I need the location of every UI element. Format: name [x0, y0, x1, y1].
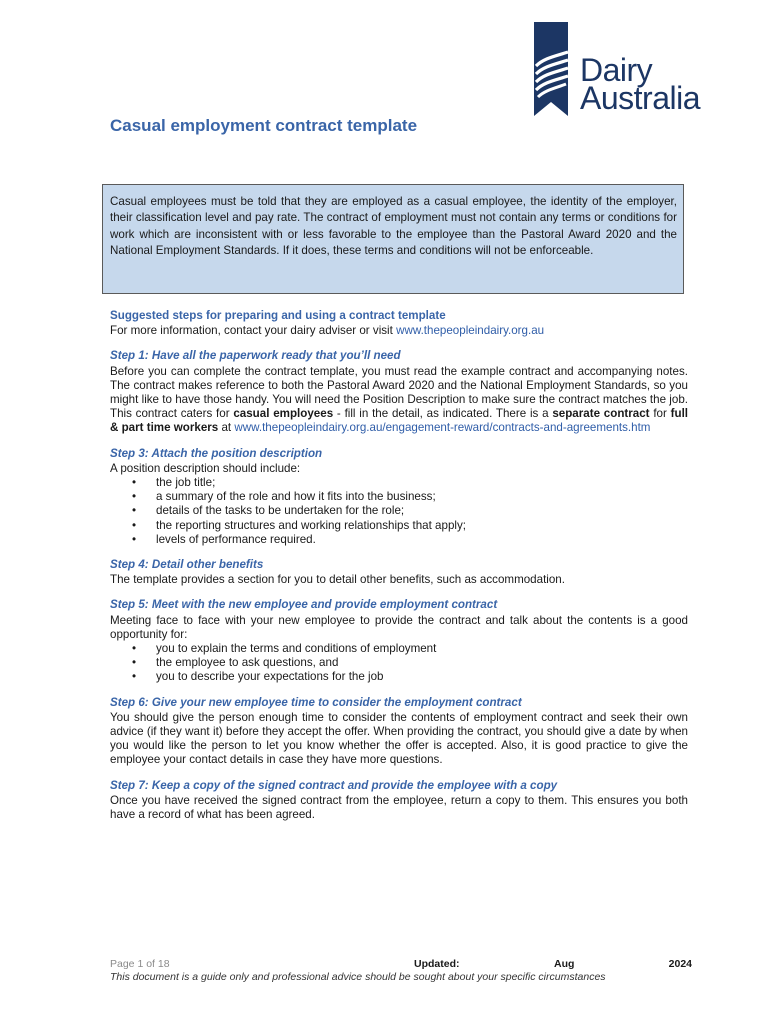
disclaimer: This document is a guide only and professional advice should be sought about your specific circumstances — [110, 971, 606, 983]
list-item: • the employee to ask questions, and — [156, 656, 688, 670]
list-item: • you to describe your expectations for the job — [156, 670, 688, 684]
intro-link[interactable]: www.thepeopleindairy.org.au — [396, 324, 545, 338]
step7-text: Once you have received the signed contract from the employee, return a copy to them. This ensures you both have a record of what has been agreed. — [110, 793, 688, 822]
step6-text: You should give the person enough time to consider the contents of employment contract and seek their own advice (if they want it) before they accept the offer. When providing the contract, you should give a date by when you would like the person to let you know whether the offer is accepted. Also, it is good practice to give the employee your contact details in case they have more questions. — [110, 710, 688, 767]
step1-heading: Step 1: Have all the paperwork ready that you’ll need — [110, 349, 401, 363]
dairy-australia-logo — [530, 22, 730, 122]
step5-list — [110, 642, 688, 685]
notice-box: Casual employees must be told that they are employed as a casual employee, the identity of the employer, their classification level and pay rate. The contract of employment must not contain any terms or conditions for work which are inconsistent with or less favorable to the employee than the Pastoral Award 2020 and the National Employment Standards. If it does, these terms and conditions will not be enforceable. — [102, 184, 684, 294]
step3-list — [110, 476, 688, 547]
list-item: • details of the tasks to be undertaken for the role; — [156, 504, 688, 518]
list-item: • levels of performance required. — [156, 533, 688, 547]
updated-label: Updated: — [414, 958, 460, 970]
page-number: Page 1 of 18 — [110, 958, 170, 970]
updated-year: 2024 — [668, 958, 692, 970]
list-item: • the job title; — [156, 476, 688, 490]
step5-heading: Step 5: Meet with the new employee and provide employment contract — [110, 598, 498, 612]
step3-text: A position description should include: — [110, 461, 301, 475]
intro-text: For more information, contact your dairy adviser or visit www.thepeopleindairy.org.au — [110, 324, 545, 338]
list-item: • the reporting structures and working relationships that apply; — [156, 519, 688, 533]
logo-text — [580, 52, 700, 116]
contracts-link[interactable]: www.thepeopleindairy.org.au/engagement-reward/contracts-and-agreements.htm — [234, 421, 651, 435]
step1-text: Before you can complete the contract template, you must read the example contract and accompanying notes. The contract makes reference to both the Pastoral Award 2020 and the National Employment Standards, so you might like to have those handy. You will need the Position Description to make sure the contract matches the job. This contract caters for casual employees - fill in the detail, as indicated. There is a separate contract for full & part time workers at www.thepeopleindairy.org.au/engagement-reward/contracts-and-agreements.htm — [110, 364, 689, 435]
step4-heading: Step 4: Detail other benefits — [110, 558, 264, 572]
logo-line-2: Australia — [580, 80, 700, 116]
step5-text: Meeting face to face with your new employee to provide the contract and talk about the contents is a good opportunity for: — [110, 613, 688, 641]
page-title: Casual employment contract template — [110, 116, 418, 135]
logo-line-1: Dairy — [580, 52, 653, 88]
step6-heading: Step 6: Give your new employee time to consider the employment contract — [110, 695, 522, 709]
step3-heading: Step 3: Attach the position description — [110, 446, 323, 460]
main-content — [110, 309, 688, 822]
logo-wave-icon — [530, 22, 574, 116]
updated-month: Aug — [554, 958, 575, 970]
intro-heading: Suggested steps for preparing and using a contract template — [110, 309, 446, 322]
step7-heading: Step 7: Keep a copy of the signed contract and provide the employee with a copy — [110, 778, 558, 792]
page-footer — [110, 958, 692, 983]
list-item: • a summary of the role and how it fits into the business; — [156, 490, 688, 504]
list-item: • you to explain the terms and conditions of employment — [156, 642, 688, 656]
step4-text: The template provides a section for you to detail other benefits, such as accommodation. — [110, 573, 565, 587]
